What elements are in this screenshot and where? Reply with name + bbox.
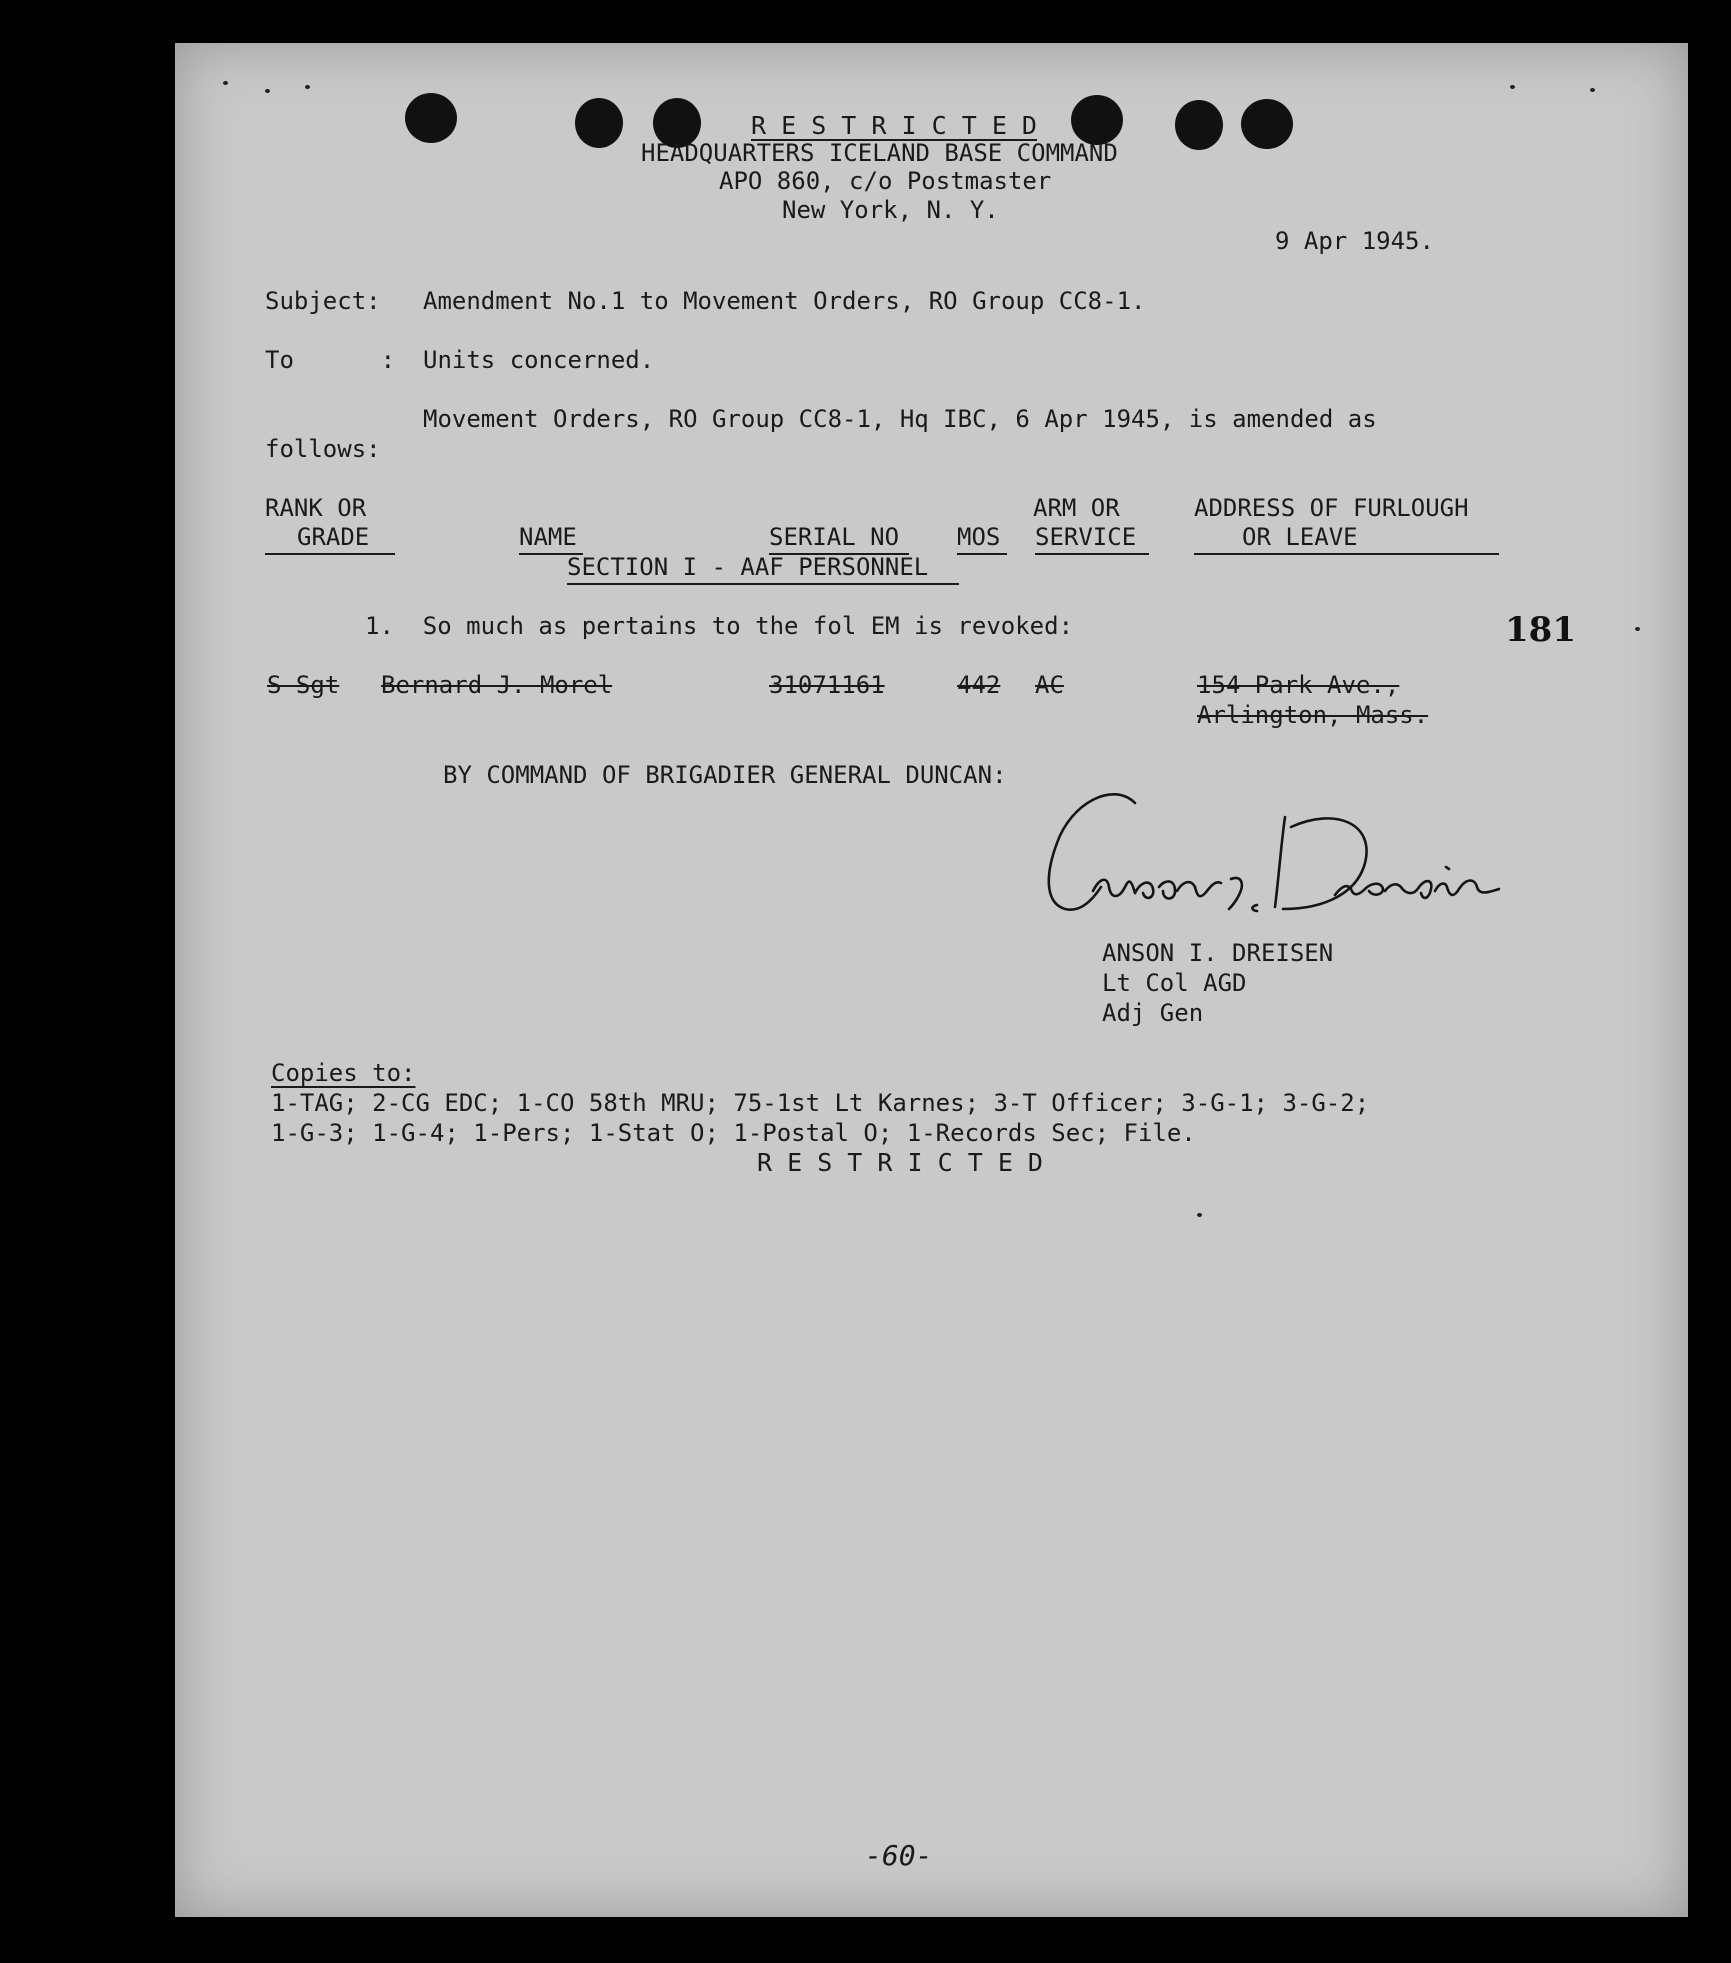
organization-name: HEADQUARTERS ICELAND BASE COMMAND: [641, 139, 1118, 167]
col-address-line2: OR LEAVE: [1242, 523, 1358, 551]
copies-line-2: 1-G-3; 1-G-4; 1-Pers; 1-Stat O; 1-Postal O; 1-Records Sec; File.: [271, 1119, 1196, 1147]
copies-label: Copies to:: [271, 1059, 416, 1087]
col-address-line1: ADDRESS OF FURLOUGH: [1194, 494, 1469, 522]
document-page: [175, 43, 1688, 1917]
city-line: New York, N. Y.: [782, 196, 999, 224]
stamped-number: 181: [1505, 610, 1576, 650]
subject-text: Amendment No.1 to Movement Orders, RO Group CC8-1.: [423, 287, 1146, 315]
revoked-serial: 31071161: [769, 671, 885, 699]
classification-footer: R E S T R I C T E D: [757, 1148, 1043, 1177]
revoked-name: Bernard J. Morel: [381, 671, 613, 699]
punch-hole: [1071, 95, 1123, 145]
revoked-mos: 442: [957, 671, 1001, 699]
punch-hole: [1241, 99, 1293, 149]
revoked-address-line1: 154 Park Ave.,: [1197, 671, 1400, 699]
punch-hole: [1175, 100, 1223, 150]
intro-line-1: Movement Orders, RO Group CC8-1, Hq IBC, 6 Apr 1945, is amended as: [423, 405, 1377, 433]
paragraph-1: 1. So much as pertains to the fol EM is revoked:: [365, 612, 1074, 640]
revoked-rank: S Sgt: [267, 671, 340, 699]
col-mos: MOS: [957, 523, 1001, 551]
col-name: NAME: [519, 523, 577, 551]
col-arm-line1: ARM OR: [1033, 494, 1120, 522]
document-date: 9 Apr 1945.: [1275, 227, 1434, 255]
signatory-rank: Lt Col AGD: [1102, 969, 1247, 997]
punch-hole: [575, 98, 623, 148]
col-rank-line1: RANK OR: [265, 494, 367, 522]
apo-address: APO 860, c/o Postmaster: [719, 167, 1052, 195]
subject-label: Subject:: [265, 287, 381, 315]
intro-line-2: follows:: [265, 435, 381, 463]
copies-line-1: 1-TAG; 2-CG EDC; 1-CO 58th MRU; 75-1st Lt Karnes; 3-T Officer; 3-G-1; 3-G-2;: [271, 1089, 1370, 1117]
section-heading: SECTION I - AAF PERSONNEL: [567, 553, 929, 581]
signatory-title: Adj Gen: [1102, 999, 1204, 1027]
col-rank-line2: GRADE: [297, 523, 370, 551]
revoked-arm: AC: [1035, 671, 1064, 699]
signatory-name: ANSON I. DREISEN: [1102, 939, 1334, 967]
to-text: Units concerned.: [423, 346, 655, 374]
handwritten-signature: [1035, 783, 1515, 933]
col-arm-line2: SERVICE: [1035, 523, 1137, 551]
page-number: -60-: [865, 1839, 933, 1872]
revoked-address-line2: Arlington, Mass.: [1197, 701, 1429, 729]
punch-hole: [405, 93, 457, 143]
command-line: BY COMMAND OF BRIGADIER GENERAL DUNCAN:: [443, 761, 1007, 789]
col-serial: SERIAL NO: [769, 523, 900, 551]
classification-header: R E S T R I C T E D: [751, 111, 1037, 140]
to-label: To :: [265, 346, 396, 374]
